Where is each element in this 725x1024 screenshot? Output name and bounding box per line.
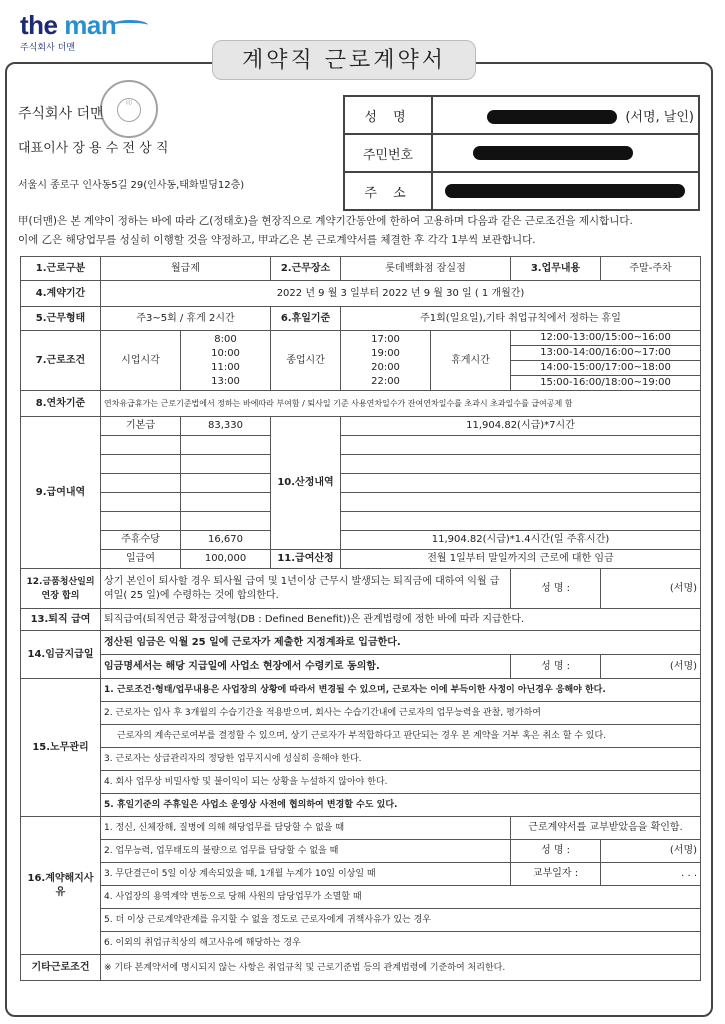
settlement-value: 상기 본인이 퇴사할 경우 퇴사월 급여 및 1년이상 근무시 발생되는 퇴직금에 대하여 익월 급여일( 25 일)에 수령하는 것에 합의한다.: [101, 569, 511, 609]
end-time-label: 종업시간: [271, 331, 341, 391]
annual-leave-value: 연차유급휴가는 근로기준법에서 정하는 바에따라 부여함 / 퇴사일 기준 사용연차일수가 잔여연차일수를 초과시 초과일수를 급여공제 함: [101, 391, 701, 417]
logo-swoosh: [112, 20, 148, 30]
termination-sign-label: 성 명 :: [511, 840, 601, 863]
company-logo: [20, 12, 140, 54]
break-time: 12:00-13:00/15:00~16:00: [511, 331, 700, 346]
logo-subtitle: 주식회사 더맨: [20, 43, 76, 53]
employee-name-field[interactable]: [432, 96, 699, 134]
payday-value-2: 임금명세서는 해당 지급일에 사업소 현장에서 수령키로 동의함.: [101, 655, 511, 679]
company-seal-stamp: [100, 80, 158, 138]
break-time: 15:00-16:00/18:00~19:00: [540, 377, 671, 388]
termination-item: 6. 이외의 취업규칙상의 해고사유에 해당하는 경우: [101, 932, 701, 955]
termination-item: 4. 사업장의 용역계약 변동으로 당해 사원의 담당업무가 소멸할 때: [101, 886, 701, 909]
start-time: 11:00: [211, 361, 240, 373]
salary-label: 9.급여내역: [21, 417, 101, 569]
break-time-label: 휴게시간: [431, 331, 511, 391]
weekly-allowance-value: 16,670: [181, 531, 271, 550]
employer-address: 서울시 종로구 인사동5길 29(인사동,태화빌딩12층): [18, 180, 245, 191]
employee-address-label: 주 소: [344, 172, 432, 210]
annual-leave-label: 8.연차기준: [21, 391, 101, 417]
termination-item: 3. 무단결근이 5일 이상 계속되었을 때, 1개월 누계가 10일 이상일 때: [101, 863, 511, 886]
break-time: 14:00-15:00/17:00~18:00: [511, 361, 700, 376]
payday-sign-label: 성 명 :: [511, 655, 601, 679]
employee-id-field[interactable]: [432, 134, 699, 172]
redacted-name: [487, 110, 617, 124]
settlement-label: 12.금품청산일의 연장 합의: [21, 569, 101, 609]
end-time: 20:00: [371, 361, 400, 373]
labor-mgmt-item: 1. 근로조건·형태/업무내용은 사업장의 상황에 따라서 변경될 수 있으며, 근로자는 이에 부득이한 사정이 아닌경우 응해야 한다.: [101, 679, 701, 702]
labor-mgmt-item: 4. 회사 업무상 비밀사항 및 불이익이 되는 상황을 누설하지 않아야 한다.: [101, 771, 701, 794]
labor-mgmt-item: 3. 근로자는 상급관리자의 정당한 업무지시에 성실히 응해야 한다.: [101, 748, 701, 771]
labor-mgmt-item: 2. 근로자는 입사 후 3개월의 수습기간을 적용받으며, 회사는 수습기간내에 근로자의 업무능력을 관찰, 평가하여: [101, 702, 701, 725]
work-type-value: 월급제: [101, 257, 271, 281]
end-times: [341, 331, 431, 391]
termination-sign-field[interactable]: (서명): [601, 840, 701, 863]
issue-date-label: 교부일자 :: [511, 863, 601, 886]
seal-inner: 印: [117, 98, 141, 122]
work-place-label: 2.근무장소: [271, 257, 341, 281]
start-times: [181, 331, 271, 391]
start-time: 10:00: [211, 347, 240, 359]
employer-company: 주식회사 더맨: [18, 106, 104, 122]
redacted-id: [473, 146, 633, 160]
labor-mgmt-label: 15.노무관리: [21, 679, 101, 817]
work-place-value: 롯데백화점 잠실점: [341, 257, 511, 281]
employee-info-table: [343, 95, 700, 211]
severance-label: 13.퇴직 급여: [21, 609, 101, 631]
calc-detail-label: 10.산정내역: [271, 417, 341, 550]
payday-sign-field[interactable]: (서명): [601, 655, 701, 679]
payday-value-1: 정산된 임금은 익월 25 일에 근로자가 제출한 지정계좌로 입금한다.: [101, 631, 701, 655]
work-form-value: 주3~5회 / 휴게 2시간: [101, 307, 271, 331]
contract-period-value: 2022 년 9 월 3 일부터 2022 년 9 월 30 일 ( 1 개월간): [101, 281, 701, 307]
work-conditions-label: 7.근로조건: [21, 331, 101, 391]
start-time: 13:00: [211, 375, 240, 387]
end-time: 19:00: [371, 347, 400, 359]
job-label: 3.업무내용: [511, 257, 601, 281]
end-time: 17:00: [371, 333, 400, 345]
logo-brand-man: man: [64, 10, 117, 40]
redacted-address: [445, 184, 685, 198]
intro-text: [18, 212, 708, 250]
holiday-label: 6.휴일기준: [271, 307, 341, 331]
payday-label: 14.임금지급일: [21, 631, 101, 679]
contract-period-label: 4.계약기간: [21, 281, 101, 307]
issue-date-field[interactable]: . . .: [601, 863, 701, 886]
break-times: [511, 331, 701, 391]
daily-pay-label: 일급여: [101, 550, 181, 569]
holiday-value: 주1회(일요일),기타 취업규칙에서 정하는 휴일: [341, 307, 701, 331]
employee-id-label: 주민번호: [344, 134, 432, 172]
daily-pay-value: 100,000: [181, 550, 271, 569]
document-title: 계약직 근로계약서: [212, 40, 476, 80]
job-value: 주말-주차: [601, 257, 701, 281]
labor-mgmt-item: 5. 휴일기준의 주휴일은 사업소 운영상 사전에 협의하여 변경할 수도 있다.: [101, 794, 701, 817]
end-time: 22:00: [371, 375, 400, 387]
base-pay-label: 기본급: [101, 417, 181, 436]
severance-value: 퇴직급여(퇴직연금 확정급여형(DB : Defined Benefit))은 관계법령에 정한 바에 따라 지급한다.: [101, 609, 701, 631]
weekly-allowance-label: 주휴수당: [101, 531, 181, 550]
start-time: 8:00: [214, 333, 237, 345]
labor-mgmt-item: 근로자의 계속근로여부를 결정할 수 있으며, 상기 근로자가 부적합하다고 판단되는 경우 본 계약을 거부 혹은 취소 할 수 있다.: [101, 725, 701, 748]
intro-line-2: 이에 乙은 해당업무를 성실히 이행할 것을 약정하고, 甲과乙은 본 근로계약서를 체결한 후 각각 1부씩 보관합니다.: [18, 234, 536, 246]
other-terms-label: 기타근로조건: [21, 955, 101, 981]
pay-calc-value: 전월 1일부터 말일까지의 근로에 대한 임금: [341, 550, 701, 569]
termination-item: 2. 업무능력, 업무태도의 불량으로 업무를 담당할 수 없을 때: [101, 840, 511, 863]
termination-item: 5. 더 이상 근로계약관계를 유지할 수 없을 정도로 근로자에게 귀책사유가 있는 경우: [101, 909, 701, 932]
employer-ceo: 대표이사 장 용 수 전 상 직: [18, 141, 169, 156]
break-time: 13:00-14:00/16:00~17:00: [511, 346, 700, 361]
employee-name-label: 성 명: [344, 96, 432, 134]
settlement-sign-field[interactable]: (서명): [601, 569, 701, 609]
work-type-label: 1.근로구분: [21, 257, 101, 281]
termination-item: 1. 정신, 신체장해, 질병에 의해 해당업무를 담당할 수 없을 때: [101, 817, 511, 840]
work-form-label: 5.근무형태: [21, 307, 101, 331]
calc-detail-2: 11,904.82(시급)*1.4시간(일 주휴시간): [341, 531, 701, 550]
termination-label: 16.계약해지사유: [21, 817, 101, 955]
employee-address-field[interactable]: [432, 172, 699, 210]
name-sign-suffix: (서명, 날인): [625, 109, 694, 125]
settlement-sign-label: 성 명 :: [511, 569, 601, 609]
calc-detail-1: 11,904.82(시급)*7시간: [341, 417, 701, 436]
pay-calc-label: 11.급여산정: [271, 550, 341, 569]
start-time-label: 시업시각: [101, 331, 181, 391]
logo-brand-the: the: [20, 10, 65, 40]
intro-line-1: 甲(더맨)은 본 계약이 정하는 바에 따라 乙(정태호)을 현장직으로 계약기간동안에 한하여 고용하며 다음과 같은 근로조건을 제시합니다.: [18, 215, 633, 227]
base-pay-value: 83,330: [181, 417, 271, 436]
contract-terms-table: [20, 256, 701, 981]
receipt-confirm: 근로계약서를 교부받았음을 확인함.: [511, 817, 701, 840]
other-terms-value: ※ 기타 본계약서에 명시되지 않는 사항은 취업규칙 및 근로기준법 등의 관계법령에 기준하여 처리한다.: [101, 955, 701, 981]
